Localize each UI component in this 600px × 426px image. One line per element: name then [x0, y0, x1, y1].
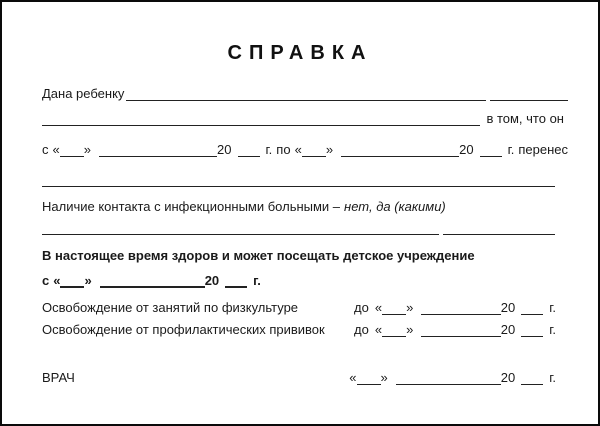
year-prefix: 20 [500, 322, 516, 337]
document-title: СПРАВКА [227, 42, 373, 64]
year-suffix: г. [549, 300, 556, 315]
year-suffix: г. [549, 322, 556, 337]
pe-day-blank[interactable] [382, 300, 406, 315]
to-month-blank[interactable] [341, 142, 459, 157]
attendance-year-blank[interactable] [225, 272, 247, 288]
open-quote: « [374, 300, 383, 315]
illness-period-row [42, 142, 568, 157]
illness-writein-line[interactable] [42, 186, 555, 187]
pe-year-blank[interactable] [521, 300, 543, 315]
given-to-label: Дана ребенку [42, 86, 125, 101]
name-continuation-row [42, 111, 564, 126]
close-quote: » [406, 300, 414, 315]
child-name-blank-tail[interactable] [490, 86, 568, 101]
close-quote: » [380, 370, 388, 385]
healthy-label: В настоящее время здоров и может посещать детское учреждение [42, 248, 475, 263]
from-month-blank[interactable] [99, 142, 217, 157]
from-label: с [42, 142, 49, 157]
until-label: до [354, 300, 369, 315]
close-quote: » [83, 142, 91, 157]
vaccine-year-blank[interactable] [521, 322, 543, 337]
year-suffix: г. [507, 142, 515, 157]
vaccine-month-blank[interactable] [421, 322, 500, 337]
healthy-statement-row [42, 248, 568, 263]
from-day-blank[interactable] [60, 142, 84, 157]
child-name-blank[interactable] [126, 86, 486, 101]
attendance-day-blank[interactable] [60, 272, 84, 288]
pe-month-blank[interactable] [421, 300, 500, 315]
signature-year-blank[interactable] [521, 370, 543, 385]
year-suffix: г. [265, 142, 273, 157]
close-quote: » [84, 273, 92, 288]
contact-writein-line[interactable] [42, 234, 555, 235]
vaccine-exemption-row [42, 322, 556, 337]
infection-contact-row [42, 199, 568, 214]
from-label: с [42, 273, 50, 288]
to-day-blank[interactable] [302, 142, 326, 157]
attendance-month-blank[interactable] [100, 272, 205, 288]
year-prefix: 20 [500, 300, 516, 315]
year-prefix: 20 [204, 273, 220, 288]
open-quote: « [52, 142, 60, 157]
year-prefix: 20 [500, 370, 516, 385]
child-name-blank-2[interactable] [42, 111, 480, 126]
contact-options-label: нет, да (какими) [344, 199, 446, 214]
year-suffix: г. [253, 273, 261, 288]
until-label: до [354, 322, 369, 337]
to-year-blank[interactable] [480, 142, 502, 157]
attendance-from-row [42, 272, 568, 288]
year-prefix: 20 [217, 142, 232, 157]
close-quote: » [406, 322, 414, 337]
vaccine-exemption-label: Освобождение от профилактических прививок [42, 322, 325, 337]
contact-label: Наличие контакта с инфекционными больными – [42, 199, 341, 214]
open-quote: « [374, 322, 383, 337]
open-quote: « [294, 142, 302, 157]
signature-month-blank[interactable] [396, 370, 501, 385]
signature-day-blank[interactable] [357, 370, 381, 385]
doctor-label: ВРАЧ [42, 370, 75, 385]
suffered-label: перенес [518, 142, 569, 157]
in-that-he-label: в том, что он [486, 111, 564, 126]
pe-exemption-label: Освобождение от занятий по физкультуре [42, 300, 299, 315]
doctor-row [42, 370, 556, 385]
given-to-row [42, 86, 568, 101]
from-year-blank[interactable] [238, 142, 260, 157]
year-suffix: г. [549, 370, 556, 385]
to-label: по [276, 142, 291, 157]
pe-exemption-row [42, 300, 556, 315]
year-prefix: 20 [459, 142, 474, 157]
open-quote: « [349, 370, 357, 385]
close-quote: » [325, 142, 334, 157]
open-quote: « [53, 273, 61, 288]
vaccine-day-blank[interactable] [382, 322, 406, 337]
